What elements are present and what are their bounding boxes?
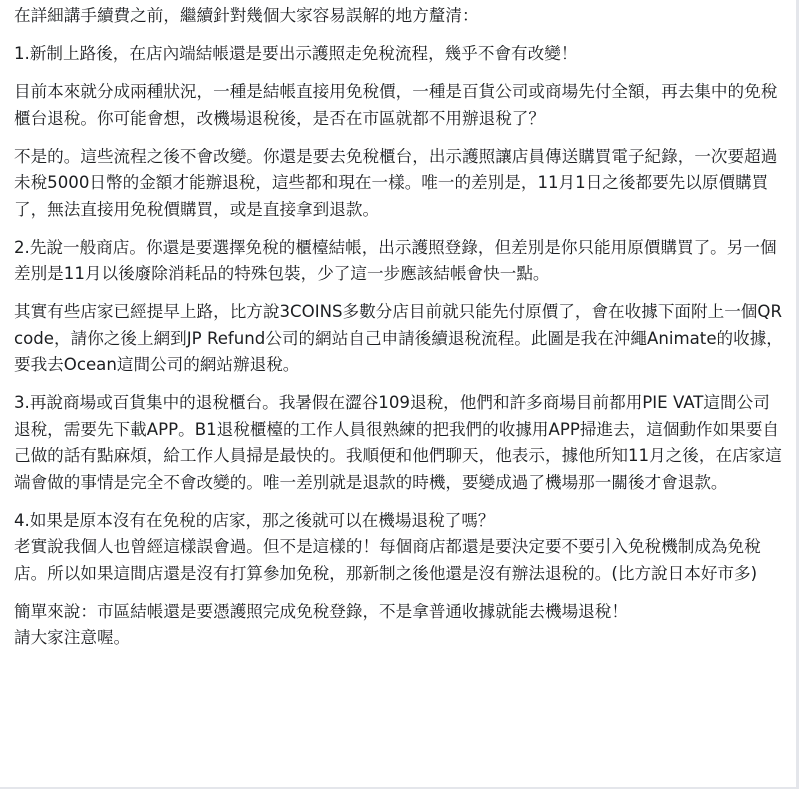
paragraph-no-change: 不是的。這些流程之後不會改變。你還是要去免稅櫃台，出示護照讓店員傳送購買電子紀錄，一次要超過未稅5000日幣的金額才能辦退稅，這些都和現在一樣。唯一的差別是，11月1日之後都要先以原價購買了，無法直接用免稅價購買，或是直接拿到退款。 bbox=[14, 146, 778, 219]
paragraph-3coins-example: 其實有些店家已經提早上路，比方說3COINS多數分店目前就只能先付原價了，會在收據下面附上一個QR code，請你之後上網到JP Refund公司的網站自己申請後續退稅流程。此圖是我在沖繩Animate的收據，要我去Ocean這間公司的網站辦退稅。 bbox=[14, 302, 788, 374]
paragraph-point-3: 3.再說商場或百貨集中的退稅櫃台。我暑假在澀谷109退稅，他們和許多商場目前都用PIE VAT這間公司退稅，需要先下載APP。B1退稅櫃檯的工作人員很熟練的把我們的收據用APP掃進去，這個動作如果要自己做的話有點麻煩，給工作人員掃是最快的。我順便和他們聊天，他表示，據他所知11月之後，在店家這端會做的事情是完全不會改變的。唯一差別就是退款的時機，要變成過了機場那一關後才會退款。 bbox=[14, 393, 782, 492]
paragraph-point-2: 2.先說一般商店。你還是要選擇免稅的櫃檯結帳，出示護照登錄，但差別是你只能用原價購買了。另一個差別是11月以後廢除消耗品的特殊包裝，少了這一步應該結帳會快一點。 bbox=[14, 237, 777, 283]
paragraph-point-1: 1.新制上路後，在店內端結帳還是要出示護照走免稅流程，幾乎不會有改變！ bbox=[14, 44, 578, 63]
paragraph-summary: 簡單來說：市區結帳還是要憑護照完成免稅登錄，不是拿普通收據就能去機場退稅！ 請大家注意喔。 bbox=[14, 601, 628, 647]
paragraph-intro: 在詳細講手續費之前，繼續針對幾個大家容易誤解的地方釐清： bbox=[14, 6, 479, 25]
paragraph-point-4: 4.如果是原本沒有在免稅的店家，那之後就可以在機場退稅了嗎？ 老實說我個人也曾經這樣誤會過。但不是這樣的！每個商店都還是要決定要不要引入免稅機制成為免稅店。所以如果這間店還是沒有打算參加免稅，那新制之後他還是沒有辦法退稅的。(比方說日本好市多) bbox=[14, 510, 761, 583]
paragraph-two-situations: 目前本來就分成兩種狀況，一種是結帳直接用免稅價，一種是百貨公司或商場先付全額，再去集中的免稅櫃台退稅。你可能會想，改機場退稅後，是否在市區就都不用辦退稅了？ bbox=[14, 82, 778, 128]
post-body bbox=[14, 0, 788, 663]
